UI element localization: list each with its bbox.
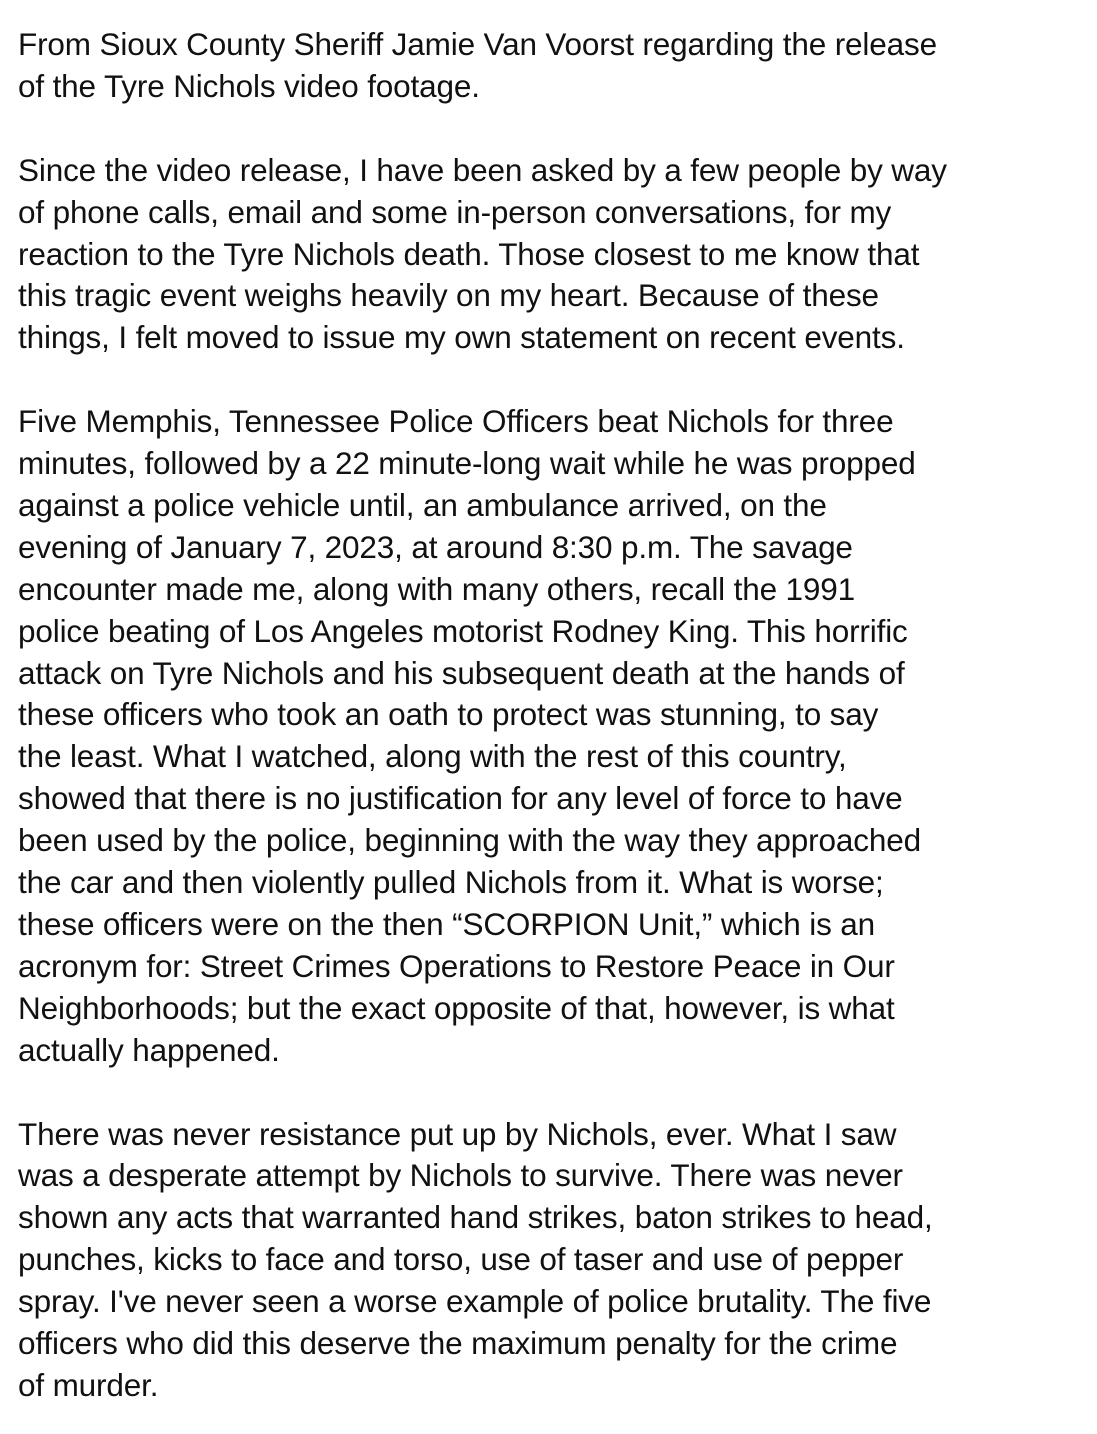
intro-paragraph: From Sioux County Sheriff Jamie Van Voorst regarding the release of the Tyre Nichols video footage.	[18, 26, 937, 104]
statement-document	[18, 24, 1086, 1407]
conclusion-paragraph: There was never resistance put up by Nichols, ever. What I saw was a desperate attempt by Nichols to survive. There was never shown any acts that warranted hand strikes, baton strikes to head, punches, kicks to face and torso, use of taser and use of pepper spray. I've never seen a worse example of police brutality. The five officers who did this deserve the maximum penalty for the crime of murder.	[18, 1115, 933, 1403]
reaction-paragraph: Since the video release, I have been asked by a few people by way of phone calls, email and some in-person conversations, for my reaction to the Tyre Nichols death. Those closest to me know that this tragic event weighs heavily on my heart. Because of these things, I felt moved to issue my own statement on recent events.	[18, 151, 947, 356]
incident-paragraph: Five Memphis, Tennessee Police Officers beat Nichols for three minutes, followed by a 22 minute-long wait while he was propped against a police vehicle until, an ambulance arrived, on the evening of January 7, 2023, at around 8:30 p.m. The savage encounter made me, along with many others, recall the 1991 police beating of Los Angeles motorist Rodney King. This horrific attack on Tyre Nichols and his subsequent death at the hands of these officers who took an oath to protect was stunning, to say the least. What I watched, along with the rest of this country, showed that there is no justification for any level of force to have been used by the police, beginning with the way they approached the car and then violently pulled Nichols from it. What is worse; these officers were on the then “SCORPION Unit,” which is an acronym for: Street Crimes Operations to Restore Peace in Our Neighborhoods; but the exact opposite of that, however, is what actually happened.	[18, 403, 921, 1068]
